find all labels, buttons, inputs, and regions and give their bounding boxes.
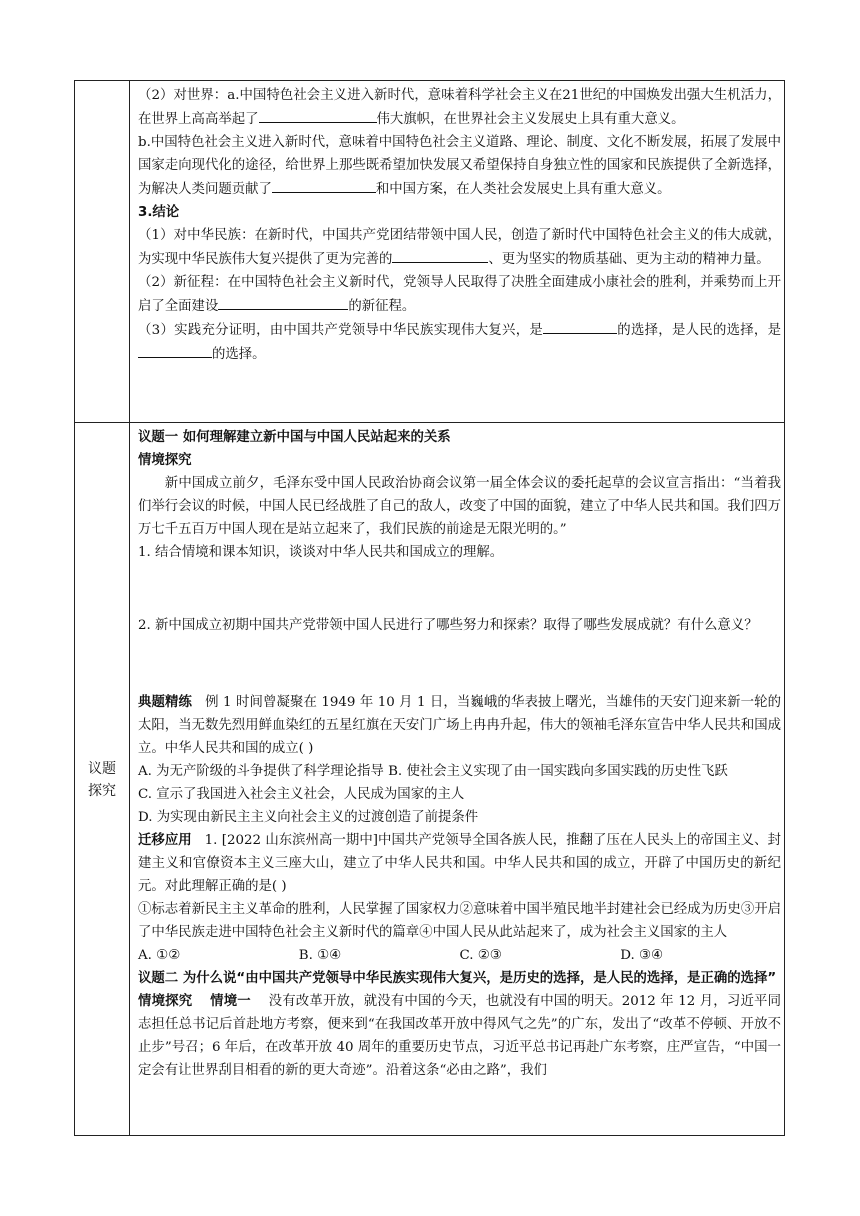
scene-heading: 情境探究 <box>138 453 192 468</box>
fill-blank[interactable] <box>543 318 617 334</box>
topic2-heading: 议题二 为什么说“由中国共产党领导中华民族实现伟大复兴，是历史的选择，是人民的选择，是正确的选择” <box>138 971 777 986</box>
answer-space[interactable] <box>138 637 781 691</box>
option-a-b: A. 为无产阶级的斗争提供了科学理论指导 B. 使社会主义实现了由一国实践向多国实践的历史性飞跃 <box>138 764 728 779</box>
scene2-heading: 情境探究 <box>138 994 193 1009</box>
example-heading: 典题精练 <box>138 695 193 710</box>
topic1-heading: 议题一 如何理解建立新中国与中国人民站起来的关系 <box>138 430 451 445</box>
row-label-cell <box>75 423 129 1136</box>
scene-text: 新中国成立前夕，毛泽东受中国人民政治协商会议第一届全体会议的委托起草的会议宣言指出：“当着我们举行会议的时候，中国人民已经战胜了自己的敌人，改变了中国的面貌，建立了中华人民共和国。我们四万万七千五百万中国人现在是站立起来了，我们民族的前途是无限光明的。” <box>138 476 781 537</box>
worksheet-table <box>74 80 785 1136</box>
column-divider <box>129 81 130 1135</box>
transfer-heading: 迁移应用 <box>138 833 192 848</box>
choice-row <box>138 944 781 967</box>
choice-a: A. ①② <box>138 948 181 963</box>
question-1: 1. 结合情境和课本知识，谈谈对中华人民共和国成立的理解。 <box>138 545 504 560</box>
conclusion-new-journey: （2）新征程：在中国特色社会主义新时代，党领导人民取得了决胜全面建成小康社会的胜利，并乘势而上开启了全面建设 的新征程。 <box>138 275 781 314</box>
example-1: 典题精练 例 1 时间曾凝聚在 1949 年 10 月 1 日，当巍峨的华表披上曙光，当雄伟的天安门迎来新一轮的太阳，当无数先烈用鲜血染红的五星红旗在天安门广场上冉冉升起，伟大的领袖毛泽东宣告中华人民共和国成立。中华人民共和国的成立( ) <box>138 695 781 756</box>
fill-blank[interactable] <box>259 107 377 123</box>
topic-exploration-cell <box>138 426 781 1082</box>
statements: ①标志着新民主主义革命的胜利，人民掌握了国家权力②意味着中国半殖民地半封建社会已经成为历史③开启了中华民族走进中国特色社会主义新时代的篇章④中国人民从此站起来了，成为社会主义国家的主人 <box>138 902 781 940</box>
fill-blank[interactable] <box>218 294 348 310</box>
conclusion-practice: （3）实践充分证明，由中国共产党领导中华民族实现伟大复兴，是 的选择，是人民的选择，是的选择。 <box>138 318 781 366</box>
world-significance-b: b.中国特色社会主义进入新时代，意味着中国特色社会主义道路、理论、制度、文化不断发展，拓展了发展中国家走向现代化的途径，给世界上那些既希望加快发展又希望保持自身独立性的国家和民族提供了全新选择，为解决人类问题贡献了 和中国方案，在人类社会发展史上具有重大意义。 <box>138 135 781 197</box>
row-label-line2: 探究 <box>88 782 116 799</box>
question-2: 2. 新中国成立初期中国共产党带领中国人民进行了哪些努力和探索？取得了哪些发展成就？有什么意义？ <box>138 618 758 633</box>
scene2-label: 情境一 <box>210 994 251 1009</box>
conclusion-nation: （1）对中华民族：在新时代，中国共产党团结带领中国人民，创造了新时代中国特色社会主义的伟大成就，为实现中华民族伟大复兴提供了更为完善的 、更为坚实的物质基础、更为主动的精神力量。 <box>138 228 781 267</box>
option-c: C. 宣示了我国进入社会主义社会，人民成为国家的主人 <box>138 787 465 802</box>
option-d: D. 为实现由新民主主义向社会主义的过渡创造了前提条件 <box>138 810 479 825</box>
conclusion-cell <box>138 84 781 366</box>
scene2-text: 情境探究 情境一 没有改革开放，就没有中国的今天，也就没有中国的明天。2012 年 12 月，习近平同志担任总书记后首赴地方考察，便来到“在我国改革开放中得风气之先”的广东，发出了“改革不停顿、开放不止步”号召；6 年后，在改革开放 40 周年的重要历史节点，习近平总书记再赴广东考察，庄严宣告，“中国一定会有让世界刮目相看的新的更大奇迹”。沿着这条“必由之路”，我们 <box>138 994 782 1078</box>
transfer-question: 迁移应用 1. [2022 山东滨州高一期中]中国共产党领导全国各族人民，推翻了压在人民头上的帝国主义、封建主义和官僚资本主义三座大山，建立了中华人民共和国。中华人民共和国的成立，开辟了中国历史的新纪元。对此理解正确的是( ) <box>138 833 781 894</box>
row-divider <box>75 422 784 423</box>
fill-blank[interactable] <box>392 247 488 263</box>
choice-b: B. ①④ <box>298 948 342 963</box>
choice-c: C. ②③ <box>459 948 502 963</box>
answer-space[interactable] <box>138 564 781 614</box>
section-heading-conclusion: 3.结论 <box>138 205 180 220</box>
fill-blank[interactable] <box>272 177 376 193</box>
fill-blank[interactable] <box>138 342 212 358</box>
world-significance-a: （2）对世界：a.中国特色社会主义进入新时代，意味着科学社会主义在21世纪的中国焕发出强大生机活力，在世界上高高举起了 伟大旗帜，在世界社会主义发展史上具有重大意义。 <box>138 88 781 127</box>
row-label-line1: 议题 <box>88 760 116 777</box>
choice-d: D. ③④ <box>620 948 664 963</box>
